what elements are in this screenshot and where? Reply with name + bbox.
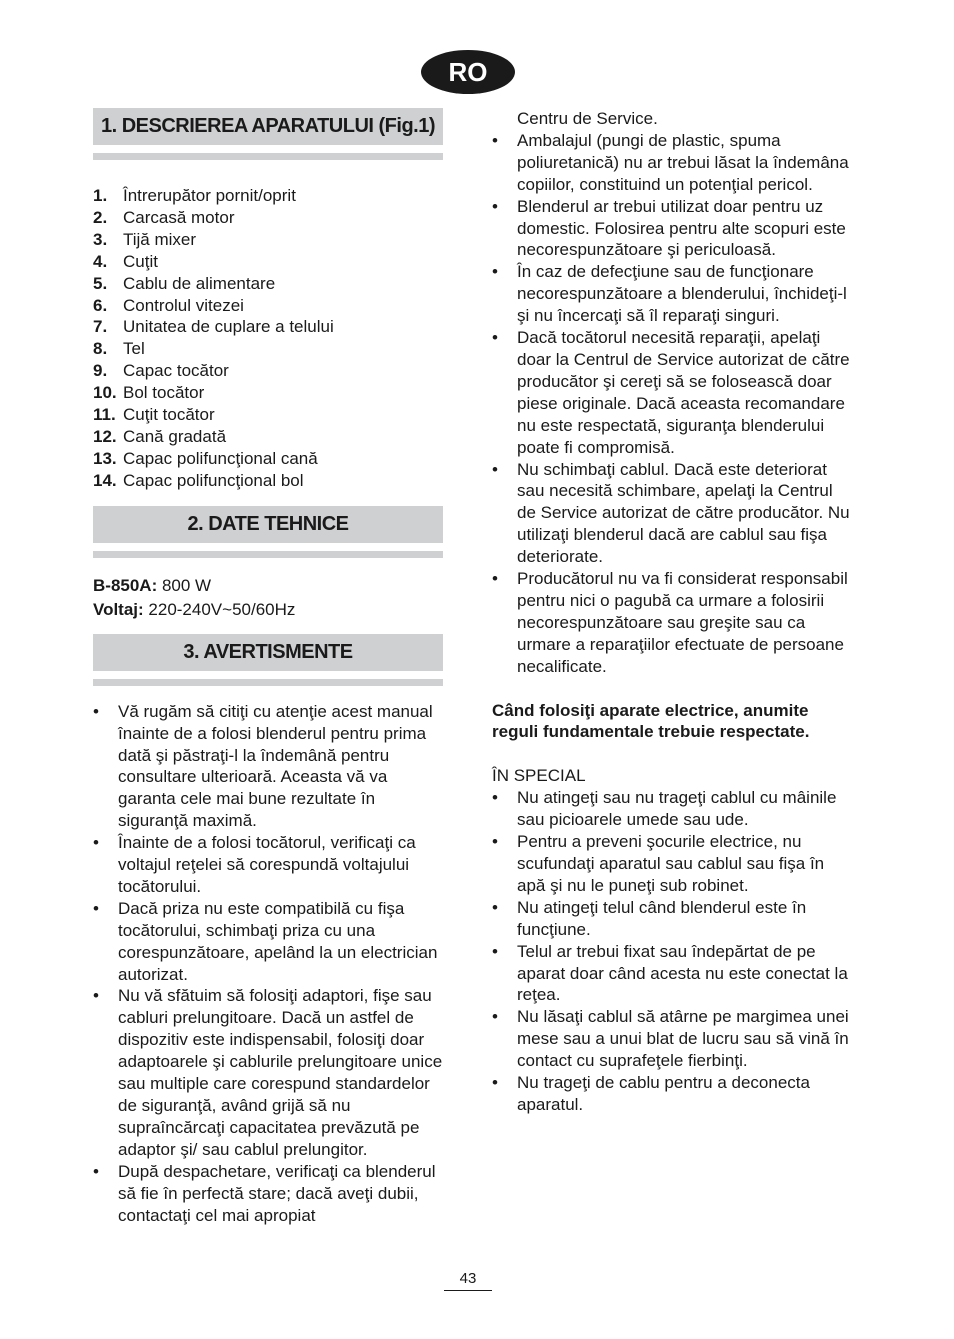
bullet-item: • Pentru a preveni şocurile electrice, nu scufundaţi aparatul sau cablul sau fişa în apă şi nu le puneţi sub robinet. (492, 831, 852, 897)
model-value: 800 W (157, 575, 212, 595)
bullet-item: • Blenderul ar trebui utilizat doar pentru uz domestic. Folosirea pentru alte scopuri este necorespunzătoare şi periculoasă. (492, 196, 852, 262)
section-1-rule (93, 153, 443, 160)
bullet-item: • Nu trageţi de cablu pentru a deconecta aparatul. (492, 1072, 852, 1116)
language-badge: RO (421, 50, 515, 94)
bullet-item: • În caz de defecţiune sau de funcţionare necorespunzătoare a blenderului, închideţi-l şi nu încercaţi să îl reparaţi singuri. (492, 261, 852, 327)
section-2-heading: 2. DATE TEHNICE (93, 506, 443, 543)
voltage-line (93, 598, 443, 622)
item-number: 5. (93, 273, 108, 293)
bullet-item: • Nu atingeţi telul când blenderul este în funcţiune. (492, 897, 852, 941)
bullet-item: • Nu vă sfătuim să folosiţi adaptori, fişe sau cabluri prelungitoare. Dacă un astfel de dispozitiv este indispensabil, folosiţi doar adaptoarele şi cablurile prelungitoare unice sau multiple care corespund standardelor de siguranţă, având grijă să nu supraîncărcaţi capacitatea prevăzută pe adaptor şi/ sau cablul prelungitor. (93, 985, 443, 1160)
parts-list-item (93, 273, 443, 295)
parts-list-item (93, 251, 443, 273)
item-label: Capac polifuncţional bol (123, 470, 304, 490)
parts-list-item (93, 360, 443, 382)
voltage-value: 220-240V~50/60Hz (143, 599, 296, 619)
parts-list-item (93, 185, 443, 207)
item-number: 8. (93, 339, 108, 359)
model-label: B-850A: (93, 575, 158, 595)
parts-list-item (93, 470, 443, 492)
section-1-heading: 1. DESCRIEREA APARATULUI (Fig.1) (93, 108, 443, 145)
bullet-item: • Dacă priza nu este compatibilă cu fişa tocătorului, schimbaţi priza cu una corespunzătoare, apelând la un electrician autorizat. (93, 898, 443, 986)
item-number: 2. (93, 207, 108, 227)
item-number: 4. (93, 251, 108, 271)
bullet-item: • Producătorul nu va fi considerat responsabil pentru nici o pagubă ca urmare a folosirii necorespunzătoare sau greşite sau ca urmare a reparaţiilor efectuate de persoane necalificate. (492, 568, 852, 678)
warning-continuation: Centru de Service. (517, 109, 658, 128)
item-number: 10. (93, 383, 117, 403)
item-number: 13. (93, 448, 117, 468)
warnings-list-right (492, 130, 852, 678)
parts-list-item (93, 295, 443, 317)
bullet-item: • Nu lăsaţi cablul să atârne pe margimea unei mese sau a unui blat de lucru sau să vină în contact cu suprafeţele fierbinţi. (492, 1006, 852, 1072)
item-label: Carcasă motor (123, 207, 235, 227)
parts-list-item (93, 426, 443, 448)
parts-list-item (93, 207, 443, 229)
parts-list-item (93, 382, 443, 404)
bullet-item: • Ambalajul (pungi de plastic, spuma poliuretanică) nu ar trebui lăsat la îndemâna copiilor, constituind un potenţial pericol. (492, 130, 852, 196)
bullet-item: • Telul ar trebui fixat sau îndepărtat de pe aparat doar când acesta nu este conectat la reţea. (492, 941, 852, 1007)
item-label: Capac tocător (123, 361, 229, 381)
item-label: Unitatea de cuplare a telului (123, 317, 334, 337)
tech-specs (93, 574, 443, 622)
parts-list-item (93, 316, 443, 338)
parts-list-item (93, 229, 443, 251)
section-3-rule (93, 679, 443, 686)
parts-list-item (93, 404, 443, 426)
item-number: 3. (93, 229, 108, 249)
item-number: 6. (93, 295, 108, 315)
item-number: 1. (93, 186, 108, 205)
warnings-list-left (93, 701, 443, 1227)
important-note: Când folosiţi aparate electrice, anumite reguli fundamentale trebuie respectate. (492, 700, 810, 742)
bullet-item: • Înainte de a folosi tocătorul, verificaţi ca voltajul reţelei să corespundă voltajului tocătorului. (93, 832, 443, 898)
item-label: Controlul vitezei (123, 295, 244, 315)
item-number: 11. (93, 405, 116, 425)
item-label: Tel (123, 339, 145, 359)
bullet-item: • După despachetare, verificaţi ca blenderul să fie în perfectă stare; dacă aveţi dubii, contactaţi cel mai apropiat (93, 1161, 443, 1227)
item-label: Cuţit tocător (123, 405, 215, 425)
item-number: 9. (93, 361, 108, 381)
bullet-item: • Nu schimbaţi cablul. Dacă este deteriorat sau necesită schimbare, apelaţi la Centrul de Service autorizat de către producător. Nu utilizaţi blenderul dacă are cablul sau fişa deteriorate. (492, 459, 852, 569)
item-number: 7. (93, 317, 108, 337)
item-label: Tijă mixer (123, 229, 197, 249)
item-number: 12. (93, 426, 117, 446)
section-3-heading: 3. AVERTISMENTE (93, 634, 443, 671)
item-number: 14. (93, 470, 117, 490)
section-2-rule (93, 551, 443, 558)
item-label: Cuţit (123, 251, 158, 271)
item-label: Cablu de alimentare (123, 273, 276, 293)
parts-list (93, 185, 443, 492)
special-heading: ÎN SPECIAL (492, 766, 586, 786)
bullet-item: • Dacă tocătorul necesită reparaţii, apelaţi doar la Centrul de Service autorizat de către producător şi cereţi să se folosească doar piese originale. Dacă aceasta recomandare nu este respectată, siguranţa blenderului poate fi compromisă. (492, 327, 852, 458)
left-column (93, 108, 443, 1226)
item-label: Întrerupător pornit/oprit (123, 186, 296, 205)
right-column (492, 108, 852, 1116)
page-number: 43 (444, 1270, 492, 1291)
item-label: Bol tocător (123, 383, 205, 403)
bullet-item: • Vă rugăm să citiţi cu atenţie acest manual înainte de a folosi blenderul pentru prima dată şi păstraţi-l la îndemână pentru consultare ulterioară. Aceasta vă va garanta cele mai bune rezultate în siguranţă maximă. (93, 701, 443, 832)
bullet-item: • Nu atingeţi sau nu trageţi cablul cu mâinile sau picioarele umede sau ude. (492, 787, 852, 831)
item-label: Capac polifuncţional cană (123, 448, 318, 468)
parts-list-item (93, 338, 443, 360)
parts-list-item (93, 448, 443, 470)
model-line (93, 574, 443, 598)
voltage-label: Voltaj: (93, 599, 144, 619)
special-warnings-list (492, 787, 852, 1116)
item-label: Cană gradată (123, 426, 227, 446)
